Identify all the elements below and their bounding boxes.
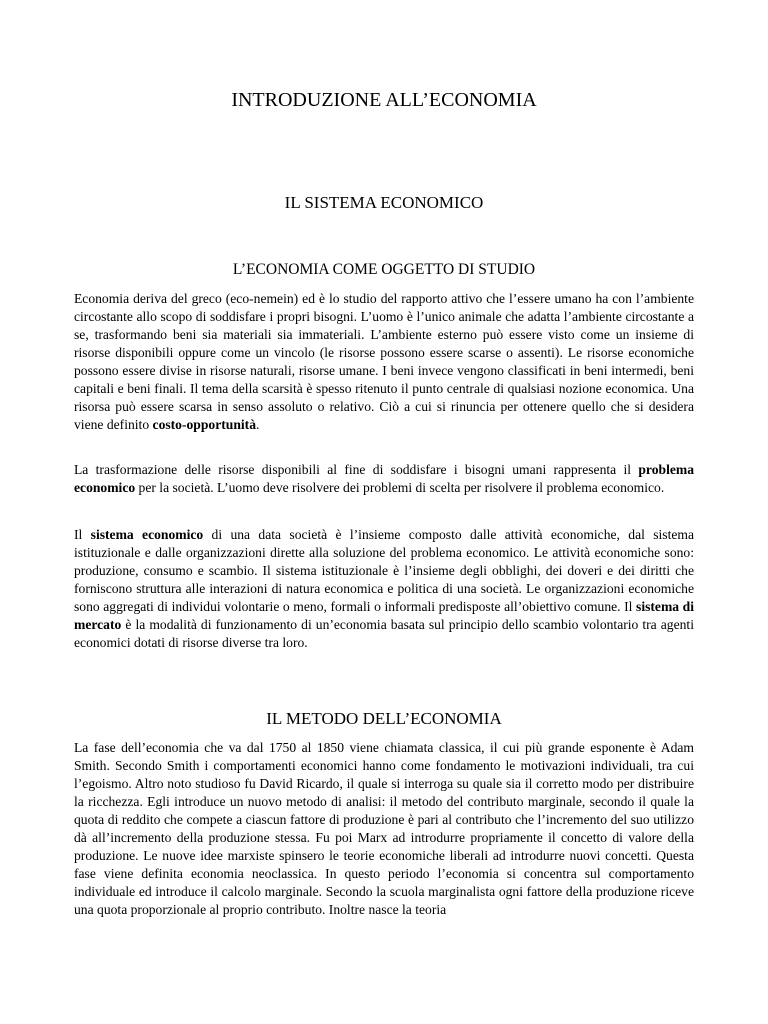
bold-term-sistema-di-mercato: sistema di mercato (74, 599, 694, 632)
paragraph-text-end: è la modalità di funzionamento di un’economia basata sul principio dello scambio volontario tra agenti economici dotati di risorse diverse tra loro. (74, 617, 694, 650)
section-title-metodo-economia: IL METODO DELL’ECONOMIA (266, 709, 502, 728)
section-title-sistema-economico: IL SISTEMA ECONOMICO (284, 193, 484, 212)
bold-term-costo-opportunita: costo-opportunità (152, 417, 256, 432)
paragraph-text: La trasformazione delle risorse disponibili al fine di soddisfare i bisogni umani rappresenta il (74, 462, 639, 477)
paragraph-text: La fase dell’economia che va dal 1750 al 1850 viene chiamata classica, il cui più grande esponente è Adam Smith. Secondo Smith i comportamenti economici hanno come fondamento le motivazioni individuali, tra cui l’egoismo. Altro noto studioso fu David Ricardo, il quale si interroga su quale sia il corretto modo per distribuire la ricchezza. Egli introduce un nuovo metodo di analisi: il metodo del contributo marginale, secondo il quale la quota di reddito che compete a ciascun fattore di produzione è pari al contributo che l’incremento del suo utilizzo dà all’incremento della produzione stessa. Fu poi Marx ad introdurre propriamente il concetto di valore della produzione. Le nuove idee marxiste spinsero le teorie economiche liberali ad introdurre nuovi concetti. Questa fase viene definita economia neoclassica. In questo periodo l’economia si concentra sul comportamento individuale ed introduce il calcolo marginale. Secondo la scuola marginalista ogni fattore della produzione riceve una quota proporzionale al proprio contributo. Inoltre nasce la teoria (74, 740, 694, 917)
bold-term-sistema-economico: sistema economico (90, 527, 204, 542)
document-title: INTRODUZIONE ALL’ECONOMIA (231, 89, 537, 111)
paragraph-problema-economico (74, 461, 694, 497)
paragraph-text-middle: di una data società è l’insieme composto dalle attività economiche, dal sistema istituzionale e dalle organizzazioni dirette alla soluzione del problema economico. Le attività economiche sono: produzione, consumo e scambio. Il sistema istituzionale è l’insieme degli obblighi, dei doveri e dei diritti che forniscono struttura alle interazioni di natura economica e politica di una società. Le organizzazioni economiche sono aggregati di individui volontarie o meno, formali o informali predisposte all’obiettivo comune. Il (74, 527, 695, 614)
paragraph-text: Il (74, 527, 91, 542)
paragraph-text: Economia deriva del greco (eco-nemein) ed è lo studio del rapporto attivo che l’essere umano ha con l’ambiente circostante allo scopo di soddisfare i propri bisogni. L’uomo è l’unico animale che adatta l’ambiente circostante a se, trasformando beni sia materiali sia immateriali. L’ambiente esterno può essere visto come un insieme di risorse disponibili oppure come un vincolo (le risorse possono essere scarse o assenti). Le risorse economiche possono essere divise in risorse naturali, risorse umane. I beni invece vengono classificati in beni intermedi, beni capitali e beni finali. Il tema della scarsità è spesso ritenuto il punto centrale di qualsiasi nozione economica. Una risorsa può essere scarsa in senso assoluto o relativo. Ciò a cui si rinuncia per ottenere quello che si desiderа viene definito (74, 291, 694, 432)
paragraph-metodo-economia (74, 739, 694, 919)
subsection-title-economia-oggetto-studio: L’ECONOMIA COME OGGETTO DI STUDIO (232, 261, 536, 278)
paragraph-economia-definizione (74, 290, 694, 434)
paragraph-text-end: . (256, 417, 260, 432)
paragraph-sistema-economico (74, 526, 694, 652)
paragraph-text-end: per la società. L’uomo deve risolvere dei problemi di scelta per risolvere il problema economico. (135, 480, 665, 495)
bold-term-problema-economico: problema economico (74, 462, 694, 495)
